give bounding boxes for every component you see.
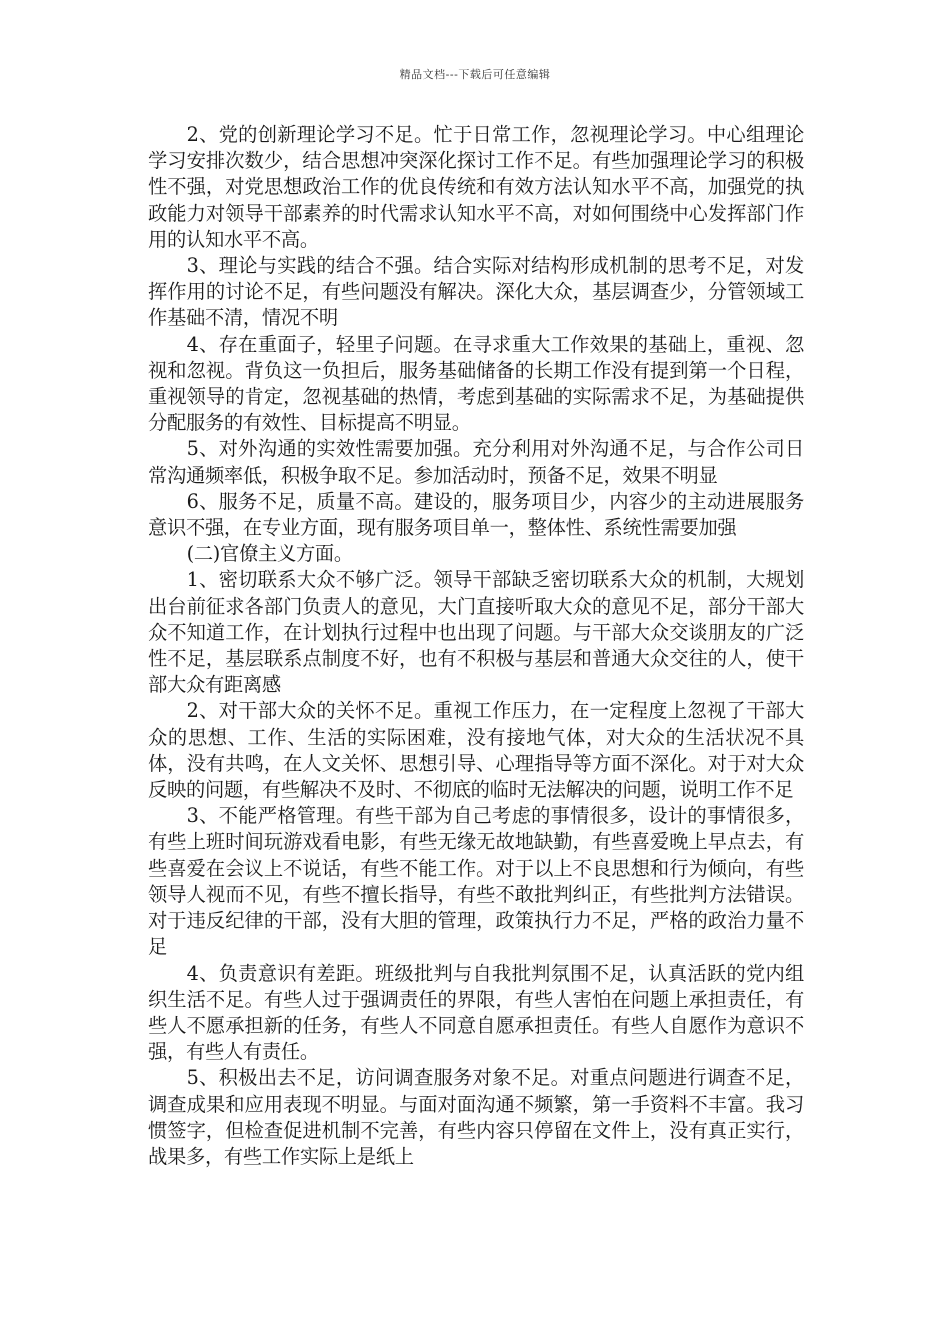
paragraph: 4、存在重面子，轻里子问题。在寻求重大工作效果的基础上，重视、忽视和忽视。背负这一负担后，服务基础储备的长期工作没有提到第一个日程，重视领导的肯定，忽视基础的热情，考虑到基础的实际需求不足，为基础提供分配服务的有效性、目标提高不明显。 bbox=[148, 332, 804, 435]
paragraph: 3、理论与实践的结合不强。结合实际对结构形成机制的思考不足，对发挥作用的讨论不足，有些问题没有解决。深化大众，基层调查少，分管领域工作基础不清，情况不明 bbox=[148, 254, 804, 330]
paragraph: 4、负责意识有差距。班级批判与自我批判氛围不足，认真活跃的党内组织生活不足。有些人过于强调责任的界限，有些人害怕在问题上承担责任，有些人不愿承担新的任务，有些人不同意自愿承担责任。有些人自愿作为意识不强，有些人有责任。 bbox=[148, 961, 804, 1064]
paragraph: 1、密切联系大众不够广泛。领导干部缺乏密切联系大众的机制，大规划出台前征求各部门负责人的意见，大门直接听取大众的意见不足，部分干部大众不知道工作，在计划执行过程中也出现了问题。与干部大众交谈朋友的广泛性不足，基层联系点制度不好，也有不积极与基层和普通大众交往的人，使干部大众有距离感 bbox=[148, 568, 804, 697]
paragraph: 3、不能严格管理。有些干部为自己考虑的事情很多，设计的事情很多，有些上班时间玩游戏看电影，有些无缘无故地缺勤，有些喜爱晚上早点去，有些喜爱在会议上不说话，有些不能工作。对于以上不良思想和行为倾向，有些领导人视而不见，有些不擅长指导，有些不敢批判纠正，有些批判方法错误。对于违反纪律的干部，没有大胆的管理，政策执行力不足，严格的政治力量不足 bbox=[148, 804, 804, 959]
section-heading: (二)官僚主义方面。 bbox=[186, 542, 353, 566]
paragraph: 5、积极出去不足，访问调查服务对象不足。对重点问题进行调查不足，调查成果和应用表现不明显。与面对面沟通不频繁，第一手资料不丰富。我习惯签字，但检查促进机制不完善，有些内容只停留在文件上，没有真正实行，战果多，有些工作实际上是纸上 bbox=[148, 1066, 804, 1168]
document-body bbox=[148, 122, 804, 1170]
page-header: 精品文档---下载后可任意编辑 bbox=[399, 68, 551, 81]
paragraph: 5、对外沟通的实效性需要加强。充分利用对外沟通不足，与合作公司日常沟通频率低，积极争取不足。参加活动时，预备不足，效果不明显 bbox=[148, 437, 804, 487]
paragraph: 2、对干部大众的关怀不足。重视工作压力，在一定程度上忽视了干部大众的思想、工作、生活的实际困难，没有接地气体，对大众的生活状况不具体，没有共鸣，在人文关怀、思想引导、心理指导等方面不深化。对于对大众反映的问题，有些解决不及时、不彻底的临时无法解决的问题，说明工作不足 bbox=[148, 699, 804, 802]
paragraph: 6、服务不足，质量不高。建设的，服务项目少，内容少的主动进展服务意识不强，在专业方面，现有服务项目单一，整体性、系统性需要加强 bbox=[148, 489, 804, 540]
paragraph: 2、党的创新理论学习不足。忙于日常工作，忽视理论学习。中心组理论学习安排次数少，结合思想冲突深化探讨工作不足。有些加强理论学习的积极性不强，对党思想政治工作的优良传统和有效方法认知水平不高，加强党的执政能力对领导干部素养的时代需求认知水平不高，对如何围绕中心发挥部门作用的认知水平不高。 bbox=[148, 123, 804, 251]
